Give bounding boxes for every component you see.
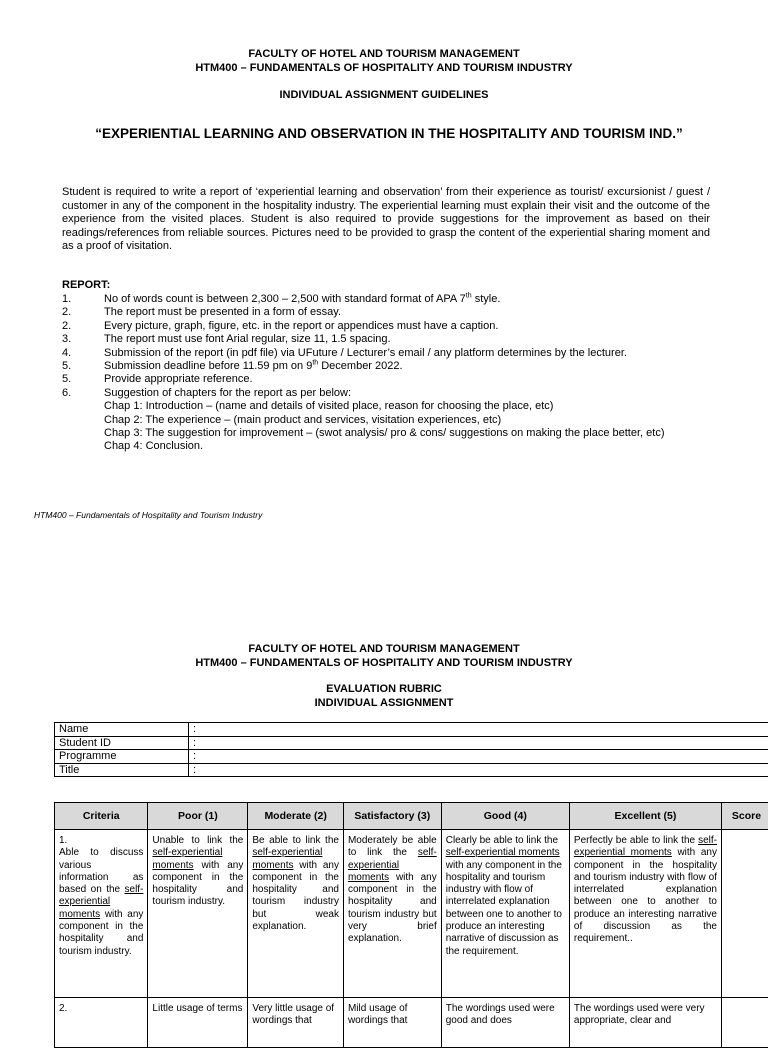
criteria-cell [55, 830, 148, 998]
cell-text: Unable to link the [152, 835, 243, 846]
col-header-score: Score [721, 803, 768, 830]
info-label: Title [55, 763, 189, 777]
cell-text: with any component in the hospitality and tourism industry. [152, 860, 243, 908]
cell-text: with any component in the hospitality and tourism industry but weak explanation. [252, 860, 339, 932]
info-label: Student ID [55, 736, 189, 750]
poor-cell: Little usage of terms [148, 998, 248, 1048]
item-text: No of words count is between 2,300 – 2,500 with standard format of APA 7 [104, 293, 466, 305]
good-cell [441, 830, 569, 998]
item-superscript: th [312, 359, 318, 366]
cell-text: with any component in the hospitality and tourism industry but very brief explanation. [348, 872, 437, 944]
report-item [62, 387, 664, 400]
table-header-row [55, 803, 768, 830]
col-header-criteria: Criteria [55, 803, 148, 830]
item-text: Provide appropriate reference. [104, 373, 253, 386]
col-header-good: Good (4) [441, 803, 569, 830]
faculty-heading-2: FACULTY OF HOTEL AND TOURISM MANAGEMENT [0, 642, 768, 656]
info-value: : [189, 763, 768, 777]
good-cell: The wordings used were good and does [441, 998, 569, 1048]
excellent-cell [569, 830, 721, 998]
item-number: 1. [62, 293, 71, 306]
item-text: Submission of the report (in pdf file) via UFuture / Lecturer’s email / any platform determines by the lecturer. [104, 347, 627, 360]
poor-cell [148, 830, 248, 998]
criteria-number: 1. [59, 835, 143, 847]
item-text: Every picture, graph, figure, etc. in the report or appendices must have a caption. [104, 320, 498, 333]
excellent-cell: The wordings used were very appropriate, clear and [569, 998, 721, 1048]
item-number: 2. [62, 320, 71, 333]
table-row [55, 736, 768, 750]
satisfactory-cell [343, 830, 441, 998]
item-text: Suggestion of chapters for the report as per below: [104, 387, 351, 400]
cell-text: Perfectly be able to link the [574, 835, 698, 846]
item-text-tail: style. [472, 293, 501, 305]
cell-underlined: self-experiential moments [152, 847, 222, 870]
col-header-satisfactory: Satisfactory (3) [343, 803, 441, 830]
cell-text: Able to discuss various information as based on the [59, 847, 143, 895]
satisfactory-cell: Mild usage of wordings that [343, 998, 441, 1048]
table-row [55, 723, 768, 737]
table-row [55, 830, 768, 998]
item-text-tail: December 2022. [318, 360, 402, 372]
cell-text: with any component in the hospitality and tourism industry with flow of interrelated explanation between one to another to produce an interesting narrative of discussion as the requirement.. [574, 847, 717, 944]
rubric-subtitle: INDIVIDUAL ASSIGNMENT [0, 696, 768, 710]
chapter-item: Chap 1: Introduction – (name and details of visited place, reason for choosing the place, etc) [62, 400, 664, 413]
report-item [62, 320, 664, 333]
item-number: 5. [62, 360, 71, 373]
criteria-cell [55, 998, 148, 1048]
student-info-table [54, 722, 768, 777]
moderate-cell [248, 830, 344, 998]
cell-text: Moderately be able to link the [348, 835, 437, 858]
item-number: 3. [62, 333, 71, 346]
info-value: : [189, 736, 768, 750]
cell-text: with any component in the hospitality and tourism industry with flow of interrelated explanation between one to another to produce an interesting narrative of discussion as the requirement. [446, 860, 562, 957]
item-text: Submission deadline before 11.59 pm on 9 [104, 360, 312, 372]
cell-underlined: self-experiential moments [348, 847, 437, 883]
item-superscript: th [466, 292, 472, 299]
info-value: : [189, 750, 768, 764]
report-item [62, 293, 664, 306]
report-item [62, 333, 664, 346]
cell-underlined: self-experiential moments [574, 835, 717, 858]
cell-text: Be able to link the [252, 835, 339, 846]
assignment-title: “EXPERIENTIAL LEARNING AND OBSERVATION IN THE HOSPITALITY AND TOURISM IND.” [0, 126, 768, 141]
info-label: Programme [55, 750, 189, 764]
table-row [55, 763, 768, 777]
info-value: : [189, 723, 768, 737]
chapter-item: Chap 2: The experience – (main product and services, visitation experiences, etc) [62, 414, 664, 427]
report-item [62, 373, 664, 386]
col-header-excellent: Excellent (5) [569, 803, 721, 830]
report-heading: REPORT: [62, 279, 110, 291]
moderate-cell: Very little usage of wordings that [248, 998, 344, 1048]
course-heading: HTM400 – FUNDAMENTALS OF HOSPITALITY AND TOURISM INDUSTRY [0, 61, 768, 75]
col-header-poor: Poor (1) [148, 803, 248, 830]
report-item [62, 347, 664, 360]
cell-underlined: self-experiential moments [446, 847, 560, 858]
item-number: 2. [62, 306, 71, 319]
rubric-title: EVALUATION RUBRIC [0, 682, 768, 696]
item-text: The report must use font Arial regular, size 11, 1.5 spacing. [104, 333, 391, 346]
info-label: Name [55, 723, 189, 737]
page-footer: HTM400 – Fundamentals of Hospitality and Tourism Industry [34, 510, 262, 520]
report-item [62, 360, 664, 373]
item-number: 6. [62, 387, 71, 400]
col-header-moderate: Moderate (2) [248, 803, 344, 830]
guidelines-heading: INDIVIDUAL ASSIGNMENT GUIDELINES [0, 88, 768, 102]
report-list [62, 293, 664, 454]
score-cell[interactable] [721, 998, 768, 1048]
faculty-heading: FACULTY OF HOTEL AND TOURISM MANAGEMENT [0, 47, 768, 61]
table-row [55, 998, 768, 1048]
item-text: The report must be presented in a form of essay. [104, 306, 341, 319]
score-cell[interactable] [721, 830, 768, 998]
intro-paragraph: Student is required to write a report of ‘experiential learning and observation’ from their experience as tourist/ excursionist / guest / customer in any of the component in the hospitality industry. The experiential learning must explain their visit and the outcome of the experience from the visited places. Student is also required to provide suggestions for the improvement as based on their readings/references from reliable sources. Pictures need to be provided to grasp the content of the experiential sharing moment and as a proof of visitation. [62, 186, 710, 254]
criteria-number: 2. [59, 1003, 143, 1015]
cell-text: with any component in the hospitality and tourism industry. [59, 909, 143, 957]
cell-text: Clearly be able to link the [446, 835, 558, 846]
item-number: 5. [62, 373, 71, 386]
chapter-item: Chap 4: Conclusion. [62, 440, 664, 453]
cell-underlined: self-experiential moments [59, 884, 143, 920]
chapter-item: Chap 3: The suggestion for improvement – (swot analysis/ pro & cons/ suggestions on making the place better, etc) [62, 427, 664, 440]
report-item [62, 306, 664, 319]
cell-underlined: self-experiential moments [252, 847, 322, 870]
course-heading-2: HTM400 – FUNDAMENTALS OF HOSPITALITY AND TOURISM INDUSTRY [0, 656, 768, 670]
item-number: 4. [62, 347, 71, 360]
table-row [55, 750, 768, 764]
evaluation-rubric-table [54, 802, 768, 1048]
